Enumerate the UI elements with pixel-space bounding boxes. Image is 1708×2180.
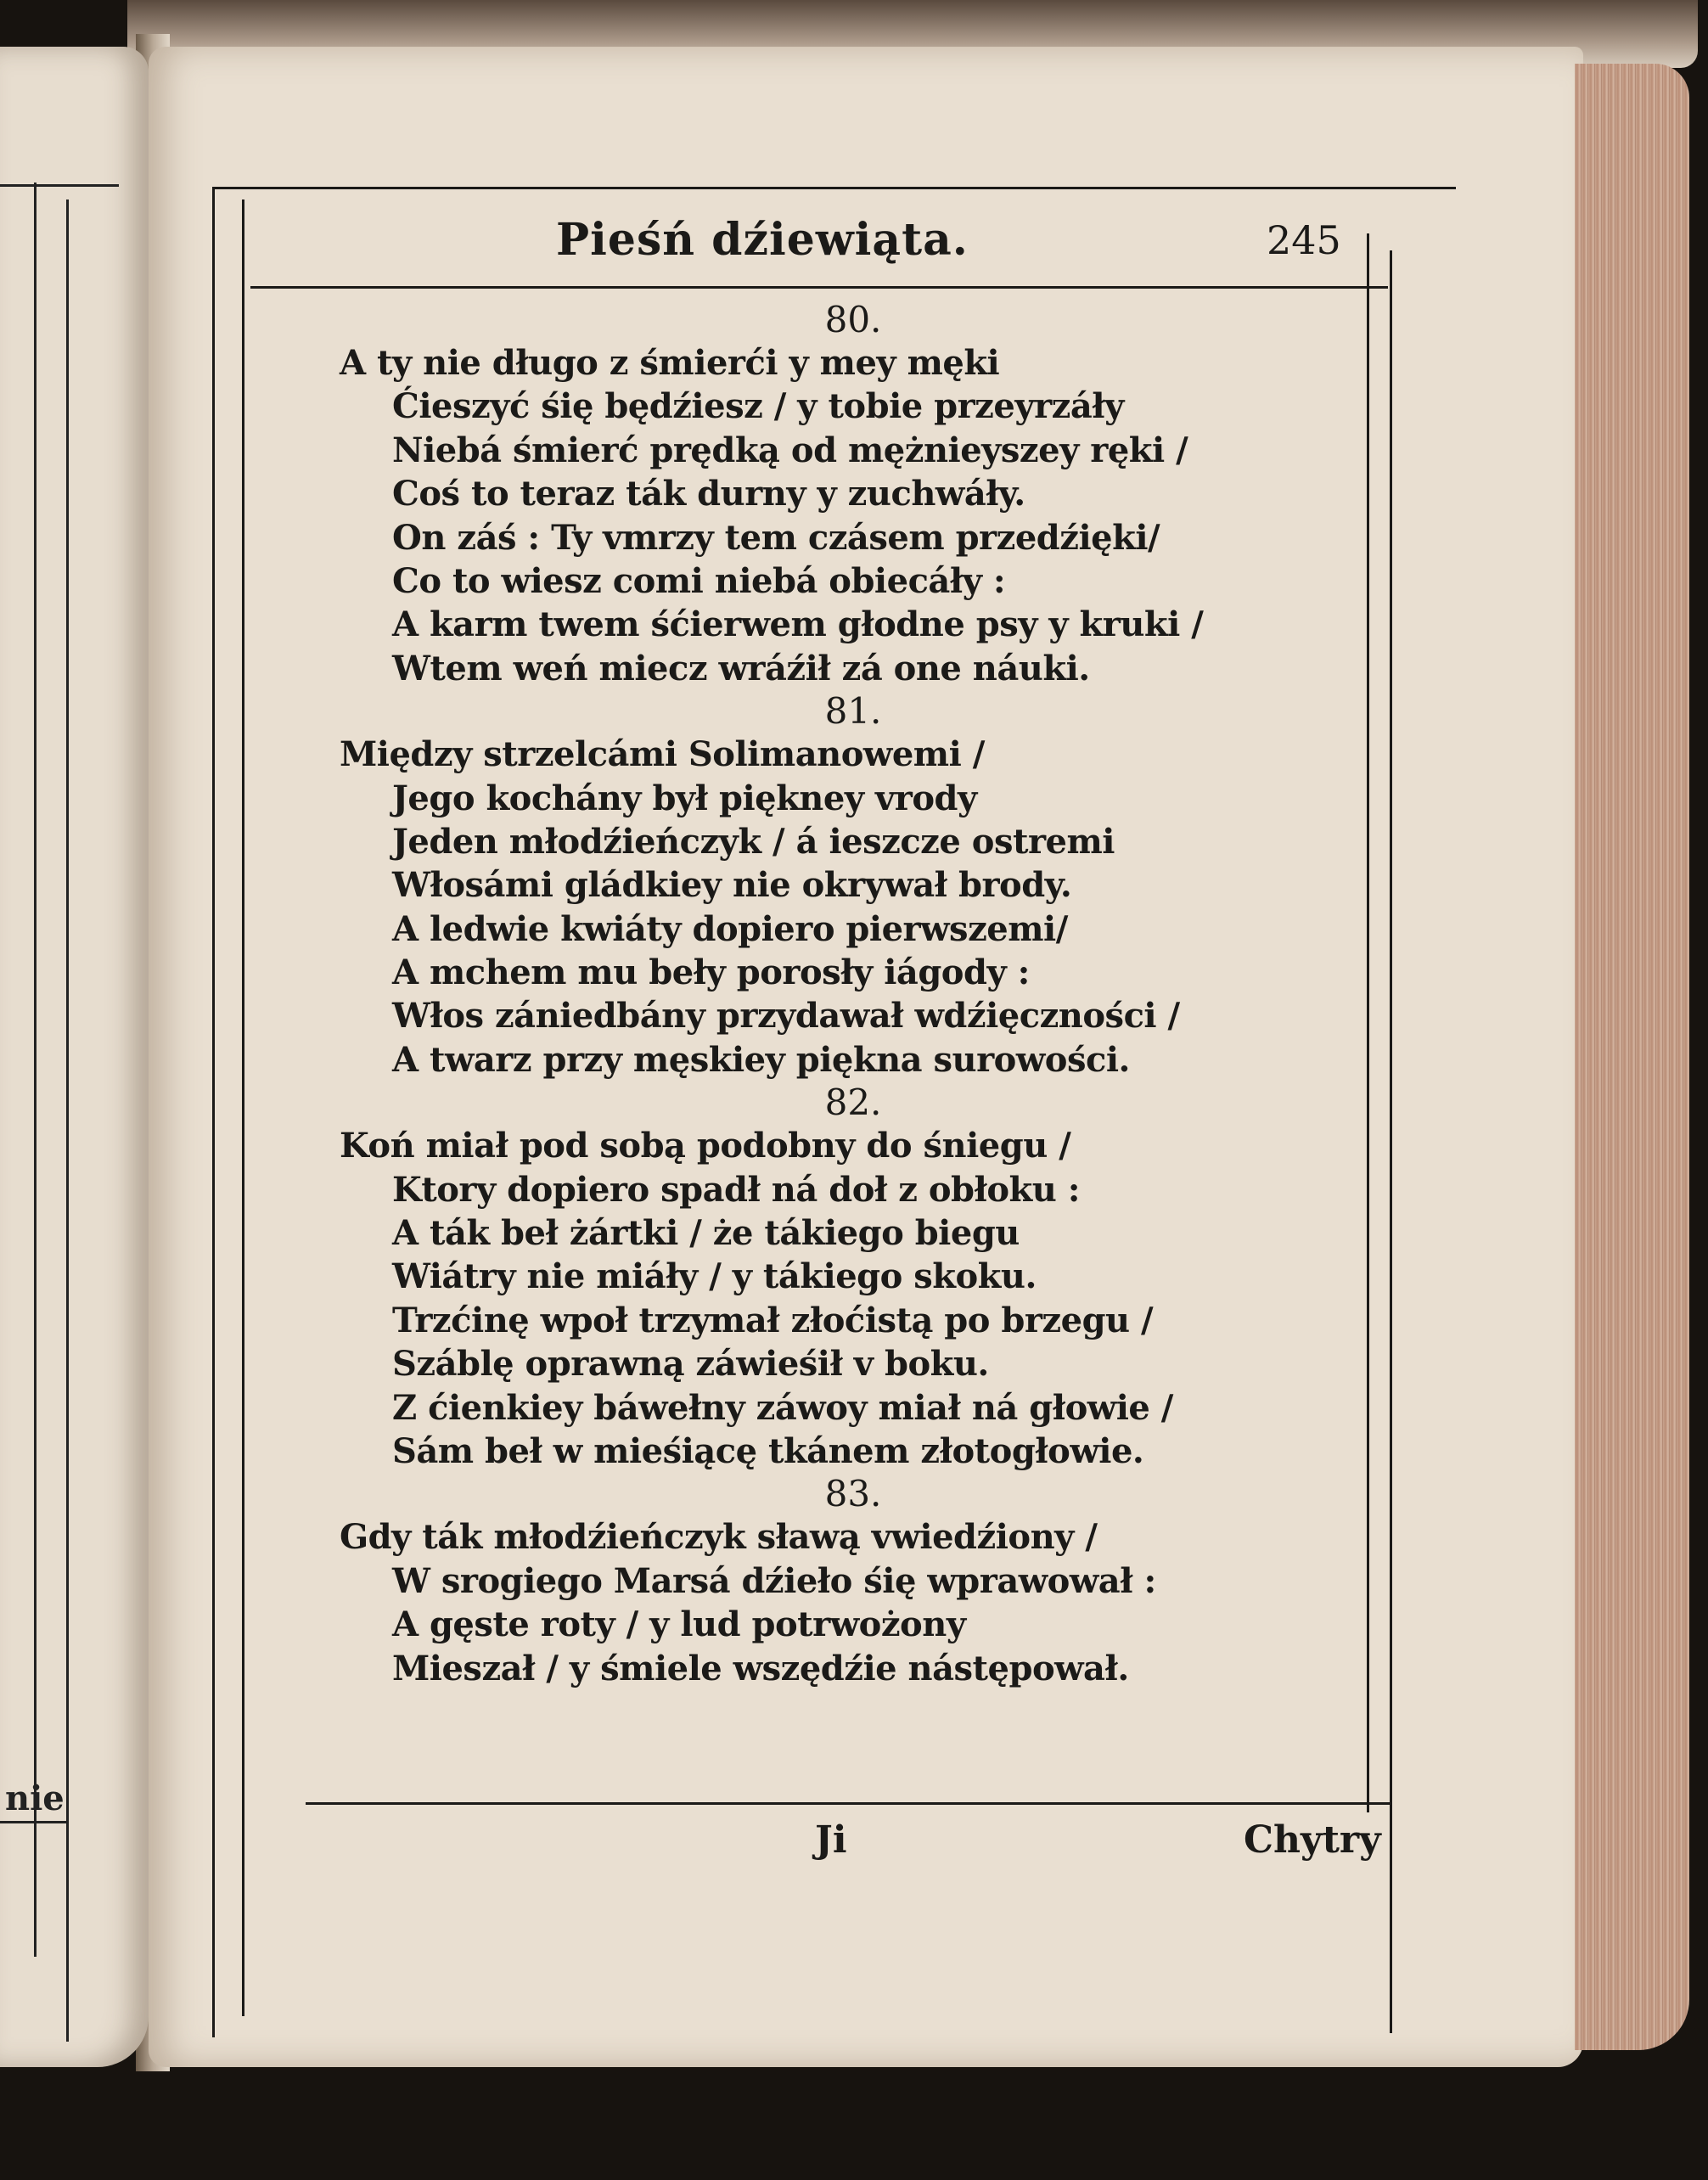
verse-line: Gdy ták młodźieńczyk sławą vwiedźiony / bbox=[340, 1517, 1098, 1558]
verse-line: Między strzelcámi Solimanowemi / bbox=[340, 734, 985, 775]
catchword: Chytry bbox=[1244, 1818, 1381, 1862]
left-page-rule-1 bbox=[34, 183, 37, 1957]
verse-line: Wiátry nie miáły / y tákiego skoku. bbox=[392, 1256, 1037, 1297]
verse-line: Coś to teraz ták durny y zuchwáły. bbox=[392, 474, 1025, 514]
signature-mark: Ji bbox=[815, 1818, 847, 1862]
verse-line: Jego kochány był piękney vrody bbox=[392, 778, 977, 818]
verse-line: Co to wiesz comi niebá obiecáły : bbox=[392, 560, 1006, 601]
running-title: Pieśń dźiewiąta. bbox=[556, 214, 969, 266]
verse-line: Sám beł w mieśiącę tkánem złotogłowie. bbox=[392, 1430, 1144, 1471]
right-inner-rule bbox=[1367, 233, 1369, 1812]
right-outer-rule bbox=[1390, 250, 1392, 2033]
verse-line: Niebá śmierć prędką od mężnieyszey ręki / bbox=[392, 430, 1188, 470]
verse-line: Jeden młodźieńczyk / á ieszcze ostremi bbox=[392, 821, 1115, 862]
verse-line: Włos zániedbány przydawał wdźięczności / bbox=[392, 996, 1180, 1037]
verse-line: A gęste roty / y lud potrwożony bbox=[392, 1604, 966, 1645]
left-page-edge-text: nie bbox=[5, 1778, 65, 1818]
top-rule bbox=[212, 187, 1456, 189]
verse-line: A ty nie długo z śmierći y mey męki bbox=[340, 343, 1000, 383]
book-fore-edge bbox=[1575, 64, 1689, 2050]
poem-text bbox=[340, 299, 1341, 1690]
stanza-number-82: 82. bbox=[824, 1082, 882, 1124]
verse-line: Z ćienkiey báwełny záwoy miał ná głowie / bbox=[392, 1387, 1173, 1428]
stanza-number-80: 80. bbox=[824, 299, 882, 340]
left-inner-rule bbox=[242, 199, 244, 2016]
stanza-number-81: 81. bbox=[824, 690, 882, 733]
verse-line: Koń miał pod sobą podobny do śniegu / bbox=[340, 1126, 1071, 1166]
left-page-top-rule bbox=[0, 184, 119, 187]
verse-line: Ktory dopiero spadł ná doł z obłoku : bbox=[392, 1169, 1081, 1210]
verse-line: Włosámi gládkiey nie okrywał brody. bbox=[392, 865, 1072, 906]
verse-line: Trzćinę wpoł trzymał złoćistą po brzegu / bbox=[392, 1300, 1154, 1340]
verse-line: A ták beł żártki / że tákiego biegu bbox=[392, 1213, 1020, 1254]
verse-line: A mchem mu beły porosły iágody : bbox=[392, 952, 1030, 993]
verse-line: Mieszał / y śmiele wszędźie nástępował. bbox=[392, 1648, 1129, 1688]
header-underline-rule bbox=[250, 286, 1388, 289]
verse-line: A ledwie kwiáty dopiero pierwszemi/ bbox=[392, 908, 1068, 949]
verse-line: Wtem weń miecz wráźił zá one náuki. bbox=[392, 648, 1090, 688]
verse-line: A twarz przy męskiey piękna surowości. bbox=[392, 1039, 1130, 1080]
verse-line: Száblę oprawną záwieśił v boku. bbox=[392, 1344, 989, 1385]
left-page-rule-2 bbox=[66, 199, 69, 2042]
verse-line: A karm twem śćierwem głodne psy y kruki / bbox=[392, 604, 1204, 645]
stanza-number-83: 83. bbox=[824, 1473, 882, 1515]
left-outer-rule bbox=[212, 187, 215, 2037]
left-page-bottom-rule bbox=[0, 1821, 68, 1823]
bottom-rule bbox=[306, 1802, 1392, 1805]
verse-line: On záś : Ty vmrzy tem czásem przedźięki/ bbox=[392, 517, 1160, 558]
verse-line: W srogiego Marsá dźieło śię wprawował : bbox=[392, 1560, 1156, 1601]
page-number: 245 bbox=[1267, 217, 1341, 263]
verse-line: Ćieszyć śię będźiesz / y tobie przeyrzáły bbox=[392, 386, 1124, 427]
left-page-fragment bbox=[0, 47, 149, 2067]
